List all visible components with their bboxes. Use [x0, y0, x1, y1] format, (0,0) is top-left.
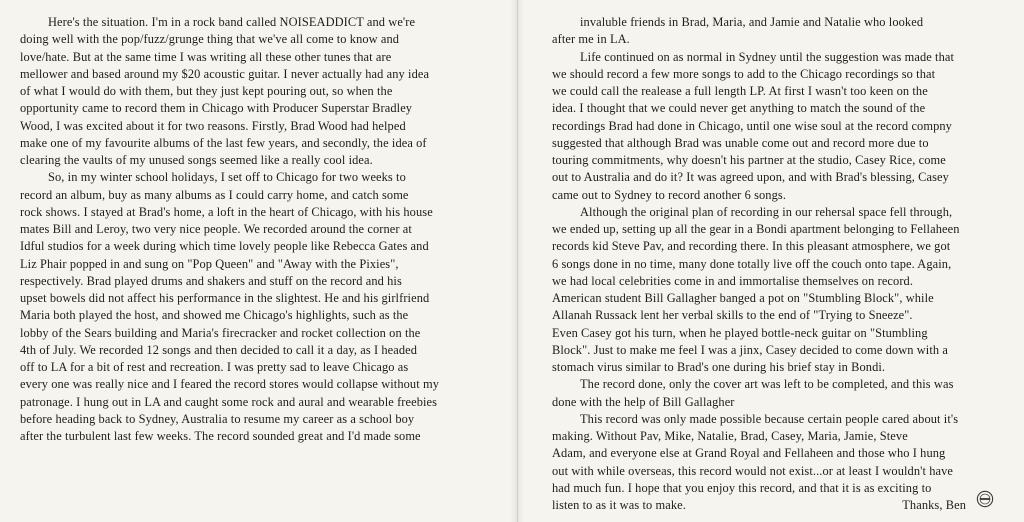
- text-line: out with while overseas, this record would not exist...or at least I wouldn't have: [552, 463, 953, 478]
- text-line: done with the help of Bill Gallagher: [552, 394, 735, 409]
- text-line: patronage. I hung out in LA and caught some rock and aural and wearable freebies: [20, 394, 438, 409]
- text-line: making. Without Pav, Mike, Natalie, Brad, Casey, Maria, Jamie, Steve: [552, 429, 908, 443]
- text-line: Maria both played the host, and showed me Chicago's highlights, such as the: [20, 308, 409, 323]
- text-line: after the turbulent last few weeks. The record sounded great and I'd made some: [20, 429, 421, 443]
- text-line: record an album, buy as many albums as I could carry home, and catch some: [20, 187, 409, 202]
- text-line: Block". Just to make me feel I was a jinx, Casey decided to come down with a: [552, 342, 948, 357]
- text-line: we should record a few more songs to add to the Chicago recordings so that: [552, 66, 936, 81]
- text-line: Wood, I was excited about it for two reasons. Firstly, Brad Wood had helped: [20, 118, 406, 133]
- text-line: rock shows. I stayed at Brad's home, a loft in the heart of Chicago, with his house: [20, 204, 433, 219]
- text-line: out to Australia and do it? It was agreed upon, and with Brad's blessing, Casey: [552, 170, 949, 185]
- text-line: love/hate. But at the same time I was writing all these other tunes that are: [20, 49, 392, 64]
- text-line: records kid Steve Pav, and recording there. In this pleasant atmosphere, we got: [552, 239, 951, 254]
- text-line: opportunity came to record them in Chicago with Producer Superstar Bradley: [20, 101, 413, 116]
- text-line: This record was only made possible because certain people cared about it's: [580, 411, 959, 426]
- text-line: we ended up, setting up all the gear in a Bondi apartment belonging to Fellaheen: [552, 222, 960, 236]
- text-line: Although the original plan of recording in our rehersal space fell through,: [580, 204, 953, 219]
- text-line: every one was really nice and I feared the record stores would collapse without my: [20, 377, 440, 392]
- right-page: [517, 0, 1024, 522]
- text-line: had much fun. I hope that you enjoy this record, and that it is as exciting to: [552, 480, 932, 495]
- text-line: we had local celebrities come in and immortalise themselves on record.: [552, 273, 914, 288]
- text-line: Even Casey got his turn, when he played bottle-neck guitar on "Stumbling: [552, 325, 928, 340]
- text-line: 6 songs done in no time, many done totally live off the couch onto tape. Again,: [552, 256, 952, 271]
- text-line: we could call the realease a full length LP. At first I wasn't too keen on the: [552, 84, 928, 98]
- text-line: mates Bill and Leroy, two very nice people. We recorded around the corner at: [20, 222, 412, 236]
- text-line: after me in LA.: [552, 32, 630, 47]
- text-line: stomach virus similar to Brad's one during his brief stay in Bondi.: [552, 360, 886, 374]
- text-line: So, in my winter school holidays, I set off to Chicago for two weeks to: [48, 170, 406, 185]
- text-line: Idful studios for a week during which time lovely people like Rebecca Gates and: [20, 239, 429, 254]
- text-line: idea. I thought that we could never get anything to match the sound of the: [552, 101, 926, 116]
- record-label-logo: [976, 490, 994, 508]
- text-line: 4th of July. We recorded 12 songs and then decided to call it a day, as I headed: [20, 342, 418, 357]
- text-line: suggested that although Brad was unable come out and record more due to: [552, 135, 929, 150]
- text-line: Here's the situation. I'm in a rock band called NOISEADDICT and we're: [48, 15, 416, 29]
- text-line: Allanah Russack lent her verbal skills to the end of "Trying to Sneeze".: [552, 308, 913, 323]
- text-line: Liz Phair popped in and sung on "Pop Queen" and "Away with the Pixies",: [20, 256, 399, 271]
- last-line-with-signature: [552, 497, 1006, 514]
- text-line: recordings Brad had done in Chicago, until one wise soul at the record compny: [552, 118, 952, 133]
- text-line: The record done, only the cover art was left to be completed, and this was: [580, 377, 954, 392]
- text-line: lobby of the Sears building and Maria's firecracker and rocket collection on the: [20, 325, 421, 340]
- text-line: doing well with the pop/fuzz/grunge thing that we've all come to know and: [20, 32, 400, 47]
- text-line: Adam, and everyone else at Grand Royal and Fellaheen and those who I hung: [552, 446, 946, 461]
- text-line: listen to as it was to make.: [552, 498, 686, 512]
- text-line: Life continued on as normal in Sydney until the suggestion was made that: [580, 49, 955, 64]
- text-line: mellower and based around my $20 acoustic guitar. I never actually had any idea: [20, 66, 430, 81]
- text-line: touring commitments, why doesn't his partner at the studio, Casey Rice, come: [552, 153, 946, 167]
- text-line: invaluble friends in Brad, Maria, and Jamie and Natalie who looked: [580, 15, 924, 29]
- text-line: of what I would do with them, but they just kept pouring out, so when the: [20, 84, 393, 98]
- signature: Thanks, Ben: [902, 498, 966, 512]
- text-line: make one of my favourite albums of the last few years, and secondly, the idea of: [20, 135, 427, 150]
- text-line: American student Bill Gallagher banged a pot on "Stumbling Block", while: [552, 291, 934, 305]
- text-line: upset bowels did not affect his performance in the slightest. He and his girlfriend: [20, 291, 430, 305]
- text-line: before heading back to Sydney, Australia to resume my career as a school boy: [20, 411, 415, 426]
- text-line: came out to Sydney to record another 6 songs.: [552, 187, 787, 202]
- text-line: clearing the vaults of my unused songs seemed like a really cool idea.: [20, 153, 373, 167]
- text-line: respectively. Brad played drums and shakers and stuff on the record and his: [20, 273, 402, 288]
- text-line: off to LA for a bit of rest and recreation. I was pretty sad to leave Chicago as: [20, 360, 409, 374]
